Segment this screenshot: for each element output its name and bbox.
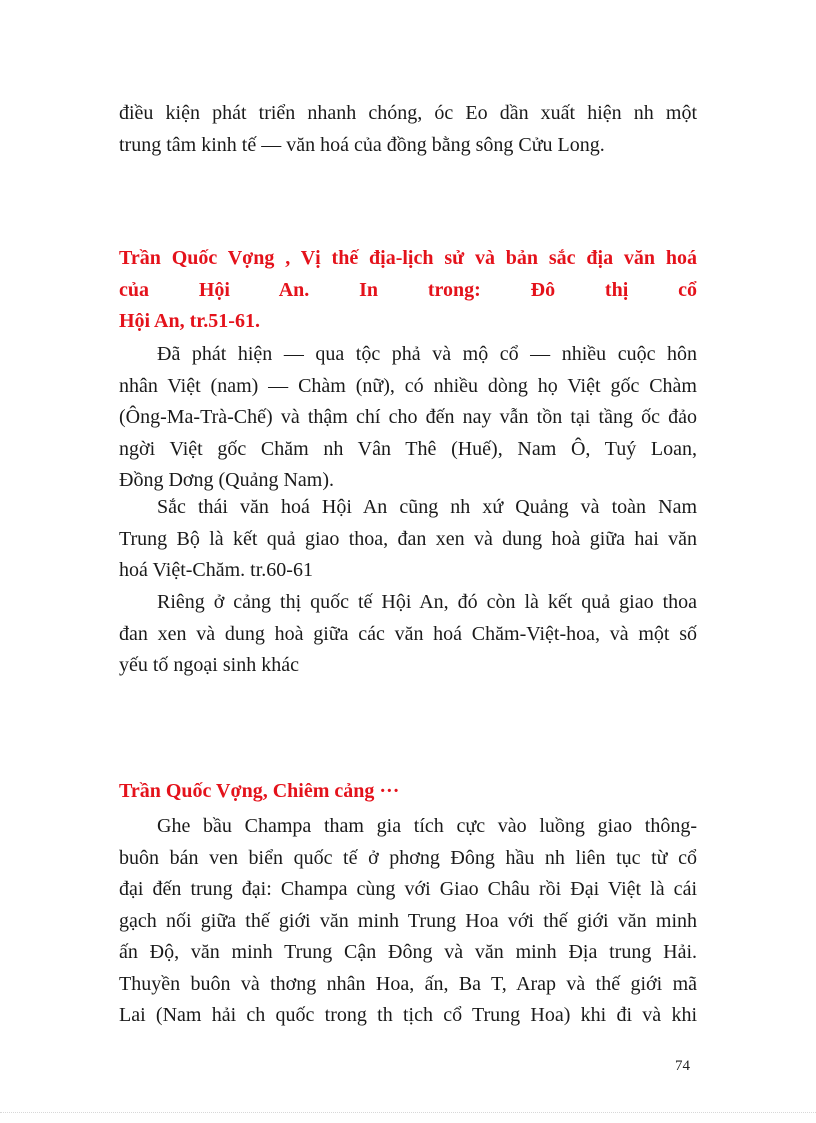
text-line: Ghe bầu Champa tham gia tích cực vào luồng giao thông-	[157, 815, 697, 837]
bottom-divider	[0, 1112, 816, 1113]
text-line: ấn Độ, văn minh Trung Cận Đông và văn minh Địa trung Hải.	[119, 941, 697, 963]
text-line: Thuyền buôn và thơng nhân Hoa, ấn, Ba T, Arap và thế giới mã	[119, 972, 697, 995]
text-line: Riêng ở cảng thị quốc tế Hội An, đó còn là kết quả giao thoa	[157, 591, 697, 613]
text-line: gạch nối giữa thế giới văn minh Trung Hoa với thế giới văn minh	[119, 909, 697, 932]
text-line: đan xen và dung hoà giữa các văn hoá Chăm-Việt-hoa, và một số	[119, 622, 697, 645]
text-line: buôn bán ven biển quốc tế ở phơng Đông hầu nh liên tục từ cổ	[119, 846, 697, 869]
text-line: Sắc thái văn hoá Hội An cũng nh xứ Quảng và toàn Nam	[157, 496, 697, 518]
section2-heading	[119, 776, 697, 808]
text-line: Trung Bộ là kết quả giao thoa, đan xen và dung hoà giữa hai văn	[119, 527, 697, 550]
text-line: Đồng Dơng (Quảng Nam).	[119, 469, 334, 491]
section1-heading	[119, 243, 697, 338]
text-line: điều kiện phát triển nhanh chóng, óc Eo dần xuất hiện nh một	[119, 102, 697, 124]
section1-paragraph-2	[119, 492, 697, 587]
text-line: Lai (Nam hải ch quốc trong th tịch cổ Trung Hoa) khi đi và khi	[119, 1004, 697, 1026]
heading-line: Trần Quốc Vợng, Chiêm cảng ···	[119, 780, 400, 802]
text-line: ngời Việt gốc Chăm nh Vân Thê (Huế), Nam Ô, Tuý Loan,	[119, 437, 697, 460]
section1-paragraph-3	[119, 587, 697, 682]
heading-line: của Hội An. In trong: Đô thị cổ	[119, 278, 697, 301]
heading-line: Trần Quốc Vợng , Vị thế địa-lịch sử và bản sắc địa văn hoá	[119, 247, 697, 269]
text-line: nhân Việt (nam) — Chàm (nữ), có nhiều dòng họ Việt gốc Chàm	[119, 374, 697, 397]
text-line: hoá Việt-Chăm. tr.60-61	[119, 559, 313, 581]
text-line: đại đến trung đại: Champa cùng với Giao Châu rồi Đại Việt là cái	[119, 878, 697, 900]
heading-line: Hội An, tr.51-61.	[119, 310, 260, 332]
text-line: trung tâm kinh tế — văn hoá của đồng bằng sông Cửu Long.	[119, 133, 605, 156]
section1-paragraph-1	[119, 339, 697, 497]
text-line: Đã phát hiện — qua tộc phả và mộ cổ — nhiều cuộc hôn	[157, 343, 697, 365]
section2-paragraph	[119, 811, 697, 1032]
text-line: yếu tố ngoại sinh khác	[119, 654, 299, 676]
intro-paragraph	[119, 98, 697, 161]
page-number: 74	[675, 1058, 690, 1074]
text-line: (Ông-Ma-Trà-Chế) và thậm chí cho đến nay vẫn tồn tại tầng ốc đảo	[119, 406, 697, 428]
